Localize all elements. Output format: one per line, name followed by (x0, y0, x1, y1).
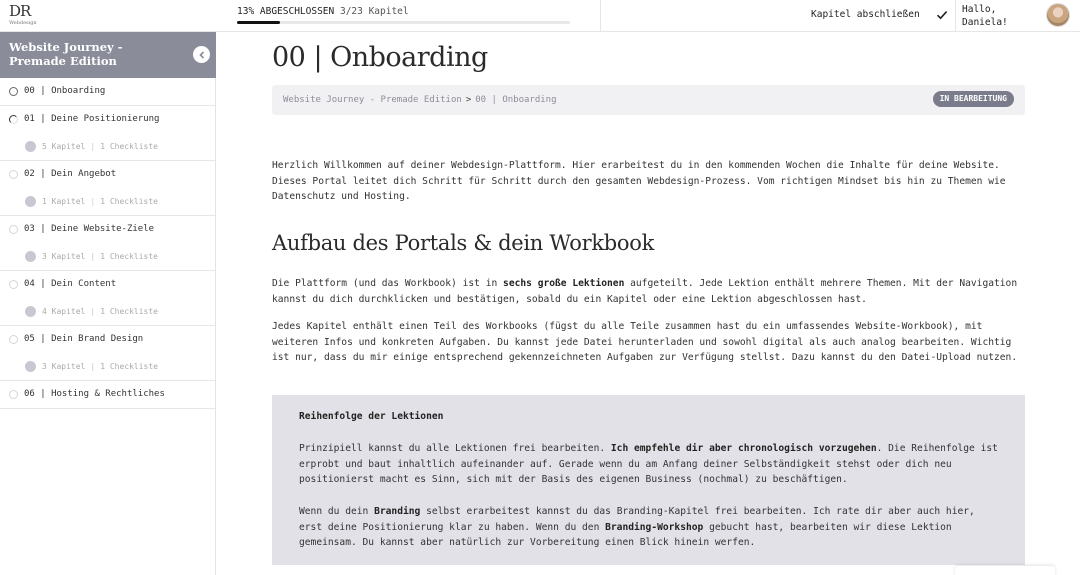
status-circle-icon (9, 225, 18, 234)
meta-separator: | (90, 197, 96, 206)
sidebar-item-label: 01 | Deine Positionierung (24, 114, 160, 124)
complete-chapter-button[interactable]: Kapitel abschließen (811, 9, 920, 20)
status-circle-icon (9, 87, 18, 96)
checklist-count: 1 Checkliste (100, 197, 158, 206)
progress-bar-fill (237, 21, 280, 24)
breadcrumb-root-link[interactable]: Website Journey - Premade Edition (283, 95, 462, 105)
check-icon[interactable] (936, 9, 948, 21)
chapter-count: 3 Kapitel (42, 362, 86, 371)
checklist-count: 1 Checkliste (100, 362, 158, 371)
logo[interactable] (9, 4, 49, 28)
status-circle-icon (9, 280, 18, 289)
checklist-count: 1 Checkliste (100, 252, 158, 261)
logo-subtitle: Webdesign (9, 20, 37, 26)
sidebar-item-lesson[interactable] (0, 326, 216, 353)
progress-dot-icon (25, 306, 36, 317)
lesson-list (0, 78, 216, 409)
sidebar-item-lesson[interactable] (0, 106, 216, 133)
meta-separator: | (90, 307, 96, 316)
sidebar-lesson (0, 271, 216, 326)
sidebar-item-label: 05 | Dein Brand Design (24, 334, 144, 344)
progress-chapters: 3/23 Kapitel (339, 6, 409, 17)
sidebar-item-lesson[interactable] (0, 78, 216, 105)
status-circle-icon (9, 115, 18, 124)
collapse-sidebar-button[interactable] (193, 46, 210, 63)
course-progress (237, 6, 577, 17)
info-box-paragraph (299, 441, 999, 488)
status-badge: IN BEARBEITUNG (933, 91, 1014, 107)
lesson-meta (0, 353, 216, 380)
meta-separator: | (90, 142, 96, 151)
progress-bar (237, 21, 570, 24)
breadcrumb-separator: > (465, 95, 472, 105)
info-box-paragraph (299, 504, 999, 551)
sidebar-lesson (0, 381, 216, 409)
info-box (272, 395, 1025, 565)
text-span: aufgeteilt. Jede Lektion enthält mehrere Themen. Mit der Navigation kannst du dich durchklicken und bestätigen, sobald du ein Kapitel oder eine Lektion abgeschlossen hast. (272, 278, 1018, 305)
sidebar-item-lesson[interactable] (0, 161, 216, 188)
text-span: selbst erarbeitest kannst du das Branding-Kapitel frei bearbeiten. Ich rate dir aber auch hier, erst deine Positionierung klar zu haben. Wenn du den (299, 506, 975, 533)
progress-dot-icon (25, 141, 36, 152)
breadcrumb-current: 00 | Onboarding (475, 95, 557, 105)
sidebar-item-label: 06 | Hosting & Rechtliches (24, 389, 165, 399)
lesson-meta-text (42, 362, 158, 371)
info-box-title: Reihenfolge der Lektionen (299, 411, 444, 422)
lesson-meta-text (42, 142, 158, 151)
sidebar (0, 32, 216, 575)
lesson-meta (0, 133, 216, 160)
status-circle-icon (9, 170, 18, 179)
text-span: . Die Reihenfolge ist erprobt und baut inhaltlich aufeinander auf. Gerade wenn du am Anfang deiner Selbständigkeit stehst oder dich neu positionierst macht es Sinn, sich mit der Basis des eigenen Business (nochmal) zu beschäftigen. (299, 443, 998, 485)
chevron-left-icon (198, 51, 206, 59)
divider (600, 0, 601, 32)
bold-text: Branding-Workshop (605, 521, 704, 533)
sidebar-lesson (0, 78, 216, 106)
greeting-line-2: Daniela! (962, 17, 1008, 28)
main-content (217, 32, 1080, 575)
chat-widget[interactable] (955, 566, 1055, 575)
progress-text (237, 6, 577, 17)
sidebar-item-lesson[interactable] (0, 271, 216, 298)
progress-dot-icon (25, 361, 36, 372)
user-greeting[interactable] (962, 3, 1008, 29)
text-span: Die Plattform (und das Workbook) ist in (272, 278, 504, 289)
chapter-count: 1 Kapitel (42, 197, 86, 206)
lesson-meta-text (42, 252, 158, 261)
meta-separator: | (90, 362, 96, 371)
sidebar-lesson (0, 161, 216, 216)
text-span: gebucht hast, bearbeiten wir diese Lektion gemeinsam. Du kannst aber natürlich zur Vorbereitung einen Blick hinein werfen. (299, 521, 952, 548)
lesson-meta-text (42, 197, 158, 206)
lesson-meta (0, 188, 216, 215)
workbook-paragraph: Jedes Kapitel enthält einen Teil des Workbooks (fügst du alle Teile zusammen hast du ein umfassendes Website-Workbook), mit weiteren Infos und konkreten Aufgaben. Du kannst jede Datei herunterladen und sowohl digital als auch analog bearbeiten. Wichtig ist nur, dass du mir einige entsprechend gekennzeichneten Aufgaben zur Verfügung stellst. Dazu kannst du den Datei-Upload nutzen. (272, 321, 1018, 363)
progress-dot-icon (25, 251, 36, 262)
sidebar-item-label: 02 | Dein Angebot (24, 169, 117, 179)
lesson-meta-text (42, 307, 158, 316)
divider (955, 0, 956, 32)
bold-text: sechs große Lektionen (503, 278, 625, 289)
page-title: 00 | Onboarding (272, 42, 488, 73)
status-circle-icon (9, 335, 18, 344)
logo-mark: DR (9, 2, 31, 20)
sidebar-lesson (0, 216, 216, 271)
bold-text: Branding (374, 506, 421, 517)
sidebar-item-lesson[interactable] (0, 381, 216, 408)
intro-paragraph: Herzlich Willkommen auf deiner Webdesign-Plattform. Hier erarbeitest du in den kommenden Wochen die Inhalte für deine Website. Dieses Portal leitet dich Schritt für Schritt durch den gesamten Webdesign-Prozess. Vom richtigen Mindset bis hin zu Themen wie Datenschutz und Hosting. (272, 160, 1006, 202)
chapter-count: 5 Kapitel (42, 142, 86, 151)
chapter-count: 3 Kapitel (42, 252, 86, 261)
bold-text: Ich empfehle dir aber chronologisch vorzugehen (610, 443, 877, 454)
progress-dot-icon (25, 196, 36, 207)
structure-paragraph (272, 276, 1027, 307)
sidebar-item-lesson[interactable] (0, 216, 216, 243)
greeting-line-1: Hallo, (962, 4, 997, 15)
avatar[interactable] (1046, 3, 1070, 27)
chapter-count: 4 Kapitel (42, 307, 86, 316)
section-heading: Aufbau des Portals & dein Workbook (272, 231, 655, 255)
checklist-count: 1 Checkliste (100, 307, 158, 316)
course-title: Website Journey - Premade Edition (9, 40, 123, 68)
status-circle-icon (9, 390, 18, 399)
sidebar-item-label: 00 | Onboarding (24, 86, 106, 96)
text-span: Prinzipiell kannst du alle Lektionen frei bearbeiten. (299, 443, 611, 454)
breadcrumb-bar (272, 85, 1025, 115)
progress-percent: 13% ABGESCHLOSSEN (237, 6, 335, 17)
lesson-meta (0, 243, 216, 270)
breadcrumb (283, 95, 557, 105)
sidebar-lesson (0, 106, 216, 161)
sidebar-item-label: 03 | Deine Website-Ziele (24, 224, 155, 234)
top-bar (0, 0, 1080, 32)
text-span: Wenn du dein (299, 506, 375, 517)
sidebar-item-label: 04 | Dein Content (24, 279, 117, 289)
sidebar-lesson (0, 326, 216, 381)
checklist-count: 1 Checkliste (100, 142, 158, 151)
meta-separator: | (90, 252, 96, 261)
sidebar-header (0, 32, 216, 78)
lesson-meta (0, 298, 216, 325)
